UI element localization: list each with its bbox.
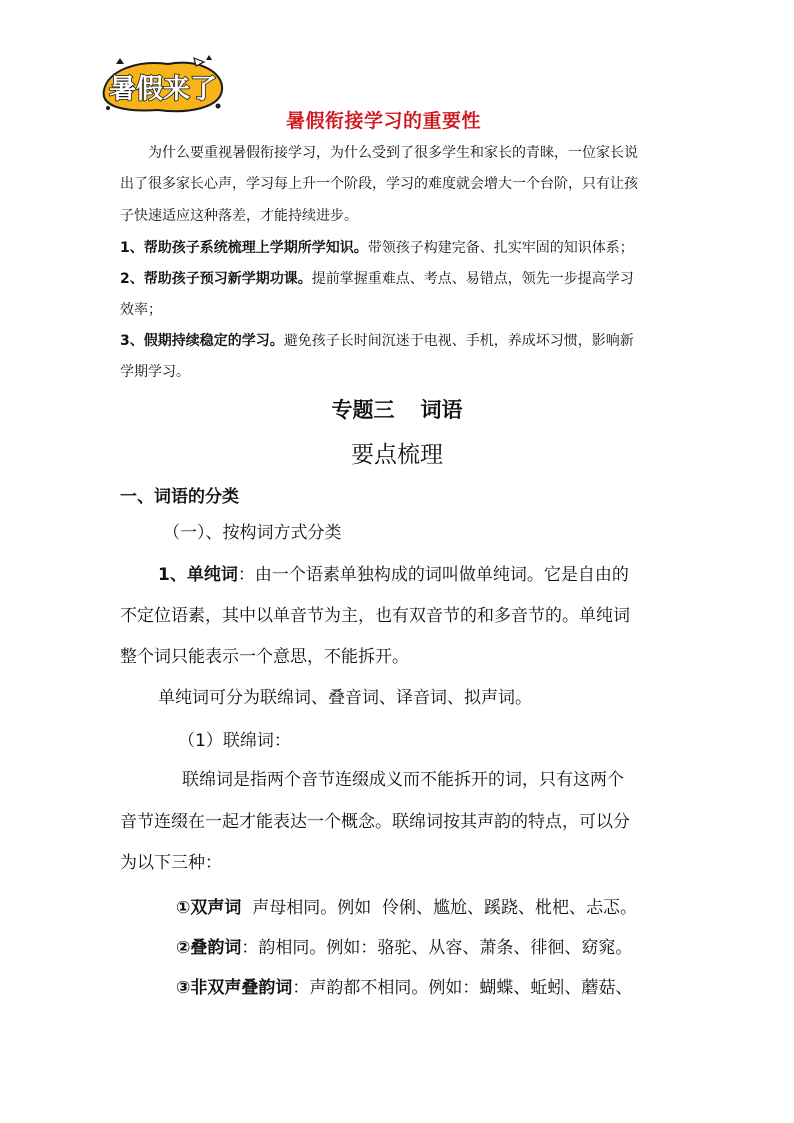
topic-title-a: 专题三 bbox=[331, 398, 395, 422]
point-2-cont bbox=[120, 303, 162, 317]
type-fei-text: ：声韵都不相同。例如：蝴蝶、蚯蚓、蘑菇、 bbox=[292, 978, 633, 998]
point-1-text: 带领孩子构建完备、扎实牢固的知识体系； bbox=[367, 240, 634, 256]
type-shuangsheng bbox=[176, 900, 637, 917]
intro-line-1: 为什么要重视暑假衔接学习，为什么受到了很多学生和家长的青睐，一位家长说 bbox=[148, 145, 638, 161]
point-2 bbox=[120, 272, 634, 286]
subsection-heading: （一）、按构词方式分类 bbox=[163, 523, 342, 543]
svg-text:暑假来了: 暑假来了 bbox=[109, 74, 217, 105]
item1-note: 单纯词可分为联绵词、叠音词、译音词、拟声词。 bbox=[158, 688, 532, 708]
point-3-bold: 3、假期持续稳定的学习。 bbox=[120, 333, 284, 349]
lianmian-line-3: 为以下三种： bbox=[120, 853, 222, 873]
type-shuangsheng-label: ①双声词 bbox=[176, 898, 242, 918]
type-dieyun-label: ②叠韵词 bbox=[176, 938, 242, 958]
item1-line-3: 整个词只能表示一个意思，不能拆开。 bbox=[120, 647, 409, 667]
topic-title bbox=[0, 394, 794, 424]
point-2-text: 提前掌握重难点、考点、易错点，领先一步提高学习 bbox=[311, 271, 634, 287]
point-2-bold: 2、帮助孩子预习新学期功课。 bbox=[120, 271, 312, 287]
point-3-cont bbox=[120, 365, 190, 379]
lianmian-heading: （1）联绵词： bbox=[178, 731, 291, 751]
intro-line-3: 子快速适应这种落差，才能持续进步。 bbox=[120, 208, 358, 224]
item1-text-1: ：由一个语素单独构成的词叫做单纯词。它是自由的 bbox=[237, 565, 629, 585]
topic-subtitle: 要点梳理 bbox=[351, 442, 443, 468]
lianmian-line-1: 联绵词是指两个音节连缀成义而不能拆开的词，只有这两个 bbox=[182, 770, 624, 790]
lianmian-line-2: 音节连缀在一起才能表达一个概念。联绵词按其声韵的特点，可以分 bbox=[120, 812, 630, 832]
type-fei bbox=[176, 980, 632, 997]
banner-title: 暑假衔接学习的重要性 bbox=[286, 110, 482, 132]
item1-line-1 bbox=[158, 567, 629, 584]
type-fei-label: ③非双声叠韵词 bbox=[176, 978, 293, 998]
point-1-bold: 1、帮助孩子系统梳理上学期所学知识。 bbox=[120, 240, 368, 256]
item1-line-2: 不定位语素，其中以单音节为主，也有双音节的和多音节的。单纯词 bbox=[120, 606, 630, 626]
summer-vacation-logo bbox=[98, 50, 228, 118]
type-dieyun-text: ：韵相同。例如：骆驼、从容、萧条、徘徊、窈窕。 bbox=[241, 938, 633, 958]
type-dieyun bbox=[176, 940, 632, 957]
point-3 bbox=[120, 334, 634, 348]
item1-label: 1、单纯词 bbox=[158, 565, 238, 585]
point-3-text: 避免孩子长时间沉迷于电视、手机，养成坏习惯，影响新 bbox=[283, 333, 634, 349]
type-shuangsheng-text: 声母相同。例如 伶俐、尴尬、蹊跷、枇杷、忐忑。 bbox=[241, 898, 638, 918]
section-heading: 一、词语的分类 bbox=[120, 487, 239, 507]
point-1 bbox=[120, 241, 634, 255]
topic-title-b: 词语 bbox=[420, 398, 463, 422]
intro-line-2: 出了很多家长心声，学习每上升一个阶段，学习的难度就会增大一个台阶，只有让孩 bbox=[120, 176, 638, 192]
point-3-cont-text: 学期学习。 bbox=[120, 364, 190, 380]
point-2-cont-text: 效率； bbox=[120, 302, 162, 318]
